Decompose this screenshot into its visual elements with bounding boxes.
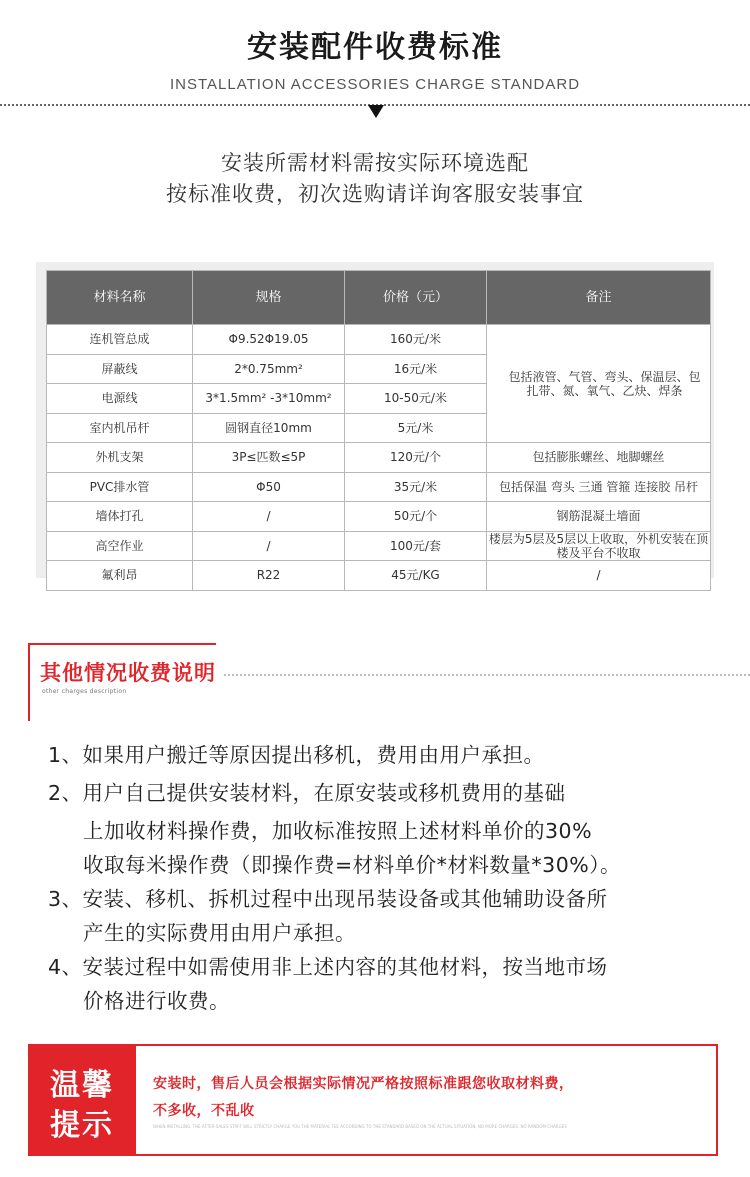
column-header-price: 价格（元） (345, 271, 487, 325)
cell-spec: 2*0.75mm² (193, 354, 345, 384)
cell-price: 16元/米 (345, 354, 487, 384)
list-item-continuation: 收取每米操作费（即操作费=材料单价*材料数量*30%）。 (83, 853, 621, 877)
cell-spec: Φ9.52Φ19.05 (193, 325, 345, 355)
cell-spec: R22 (193, 561, 345, 591)
tip-label-line-1: 温馨 (50, 1068, 114, 1103)
cell-price: 45元/KG (345, 561, 487, 591)
cell-note-merged: 包括液管、气管、弯头、保温层、包扎带、氮、氧气、乙炔、焊条 (487, 325, 711, 443)
cell-name: 室内机吊杆 (47, 413, 193, 443)
cell-price: 160元/米 (345, 325, 487, 355)
cell-name: 外机支架 (47, 443, 193, 473)
list-item-continuation: 产生的实际费用由用户承担。 (83, 921, 356, 945)
cell-note: / (487, 561, 711, 591)
intro-line-1: 安装所需材料需按实际环境选配 (221, 151, 529, 175)
cell-spec: / (193, 502, 345, 532)
cell-price: 120元/个 (345, 443, 487, 473)
cell-price: 50元/个 (345, 502, 487, 532)
table-row (47, 443, 711, 473)
column-header-name: 材料名称 (47, 271, 193, 325)
section-subtitle: other charges description (42, 688, 127, 695)
page-title: 安装配件收费标准 (247, 30, 503, 65)
table-row (47, 472, 711, 502)
column-header-note: 备注 (487, 271, 711, 325)
cell-name: 高空作业 (47, 531, 193, 561)
cell-note: 楼层为5层及5层以上收取，外机安装在顶楼及平台不收取 (487, 531, 711, 561)
list-item: 1、如果用户搬迁等原因提出移机，费用由用户承担。 (48, 743, 545, 767)
cell-spec: / (193, 531, 345, 561)
cell-name: 电源线 (47, 384, 193, 414)
intro-line-2: 按标准收费，初次选购请详询客服安装事宜 (166, 182, 584, 206)
cell-name: 屏蔽线 (47, 354, 193, 384)
list-item-continuation: 上加收材料操作费，加收标准按照上述材料单价的30% (83, 819, 593, 843)
tip-label-line-2: 提示 (50, 1108, 114, 1143)
list-item: 3、安装、移机、拆机过程中出现吊装设备或其他辅助设备所 (48, 887, 608, 911)
cell-price: 35元/米 (345, 472, 487, 502)
tip-text-line-2: 不多收，不乱收 (153, 1103, 255, 1119)
cell-name: 连机管总成 (47, 325, 193, 355)
cell-price: 5元/米 (345, 413, 487, 443)
list-item-continuation: 价格进行收费。 (83, 989, 230, 1013)
cell-note: 钢筋混凝土墙面 (487, 502, 711, 532)
section-frame-left (28, 643, 30, 721)
cell-note: 包括保温 弯头 三通 管箍 连接胶 吊杆 (487, 472, 711, 502)
section-title: 其他情况收费说明 (40, 661, 216, 685)
cell-name: PVC排水管 (47, 472, 193, 502)
tip-text-line-1: 安装时，售后人员会根据实际情况严格按照标准跟您收取材料费， (153, 1076, 574, 1092)
table-header-row (47, 271, 711, 325)
list-item: 2、用户自己提供安装材料，在原安装或移机费用的基础 (48, 781, 566, 805)
cell-price: 10-50元/米 (345, 384, 487, 414)
cell-price: 100元/套 (345, 531, 487, 561)
page-subtitle: INSTALLATION ACCESSORIES CHARGE STANDARD (169, 76, 581, 93)
table-row (47, 502, 711, 532)
fee-table-panel (36, 262, 714, 583)
cell-name: 氟利昂 (47, 561, 193, 591)
fee-table (46, 270, 711, 591)
column-header-spec: 规格 (193, 271, 345, 325)
tip-fine-print: WHEN INSTALLING, THE AFTER-SALES STAFF WILL STRICTLY CHARGE YOU THE MATERIAL FEE ACCORDING TO THE STANDARD BASED ON THE ACTUAL SITUATION, NO MORE CHARGES, NO RANDOM CHARGES (153, 1124, 567, 1129)
triangle-down-icon (368, 105, 384, 118)
cell-spec: Φ50 (193, 472, 345, 502)
cell-name: 墙体打孔 (47, 502, 193, 532)
list-item: 4、安装过程中如需使用非上述内容的其他材料，按当地市场 (48, 955, 608, 979)
table-row (47, 561, 711, 591)
cell-spec: 圆钢直径10mm (193, 413, 345, 443)
cell-spec: 3P≤匹数≤5P (193, 443, 345, 473)
table-row (47, 325, 711, 355)
cell-spec: 3*1.5mm² -3*10mm² (193, 384, 345, 414)
section-divider (224, 674, 750, 676)
table-row (47, 531, 711, 561)
cell-note: 包括膨胀螺丝、地脚螺丝 (487, 443, 711, 473)
